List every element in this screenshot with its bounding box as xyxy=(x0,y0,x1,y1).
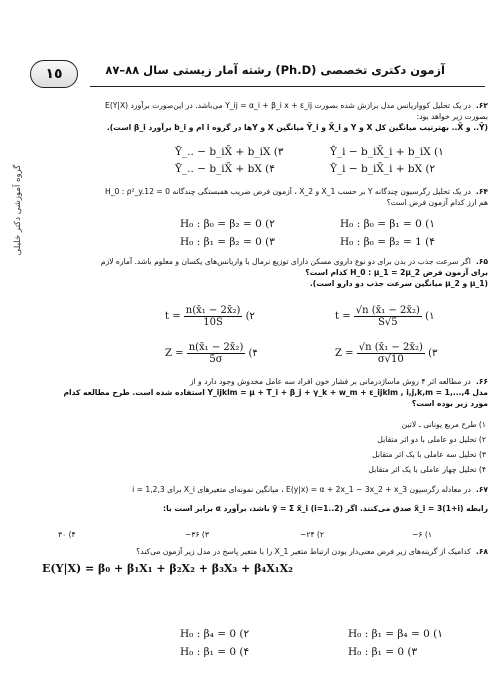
option-2[interactable]: ۲) تحلیل دو عاملی با دو اثر متقابل xyxy=(377,435,486,444)
header-divider xyxy=(90,86,485,87)
option-1[interactable]: H₀ : β₁ = β₄ = 0 (١ xyxy=(348,628,443,640)
question-number: ۶۶. xyxy=(475,377,488,386)
question-number: ۶۸. xyxy=(475,547,488,556)
question-text: در معادله رگرسیون E(y|x) = α + 2x_1 − 3x_2 + x_3 ، میانگین نمونه‌ای متغیرهای X_i برای i = 1,2,3 xyxy=(132,485,471,494)
question-text: رابطه x̄_i = 3(1+i) صدق می‌کنند. اگر ȳ = Σ x̄_i (i=1..2) باشد، برآورد α برابر است با: xyxy=(163,504,488,513)
option-4[interactable]: Z = $\frac{\text{n(x̄₁ − 2x̄₂)}}{5\sigma}$ (۴ xyxy=(165,342,258,365)
question-text: هم ارز کدام آزمون فرض است؟ xyxy=(386,198,488,207)
question-number: ۶۲. xyxy=(475,101,488,110)
option-4[interactable]: Ȳ_.. − b_iX̄ + bX (۴ xyxy=(175,163,275,175)
option-1[interactable]: ۱) طرح مربع یونانی ـ لاتین xyxy=(401,420,486,429)
option-4[interactable]: ۴) تحلیل چهار عاملی با یک اثر متقابل xyxy=(368,465,486,474)
option-1[interactable]: −۶ (١ xyxy=(412,530,432,539)
question-text: برای آزمون فرض H_0 : μ_1 = 2μ_2 کدام است؟ xyxy=(305,268,488,277)
page-header xyxy=(30,58,485,88)
question-number: ۶۴. xyxy=(475,187,488,196)
question-note: (Ȳ.. و X̄.. بهترتیب میانگین کل X و Y و X̄_i و Ȳ_i میانگین X و Yها در گروه i ام و b_i برآورد β_i است). xyxy=(106,123,488,132)
option-2[interactable]: H₀ : β₄ = 0 (٢ xyxy=(180,628,250,640)
question-64 xyxy=(42,186,488,208)
question-number: ۶۵. xyxy=(475,257,488,266)
option-2[interactable]: H₀ : β₀ = β₂ = 1 (۴ xyxy=(340,236,435,248)
option-1[interactable]: t = $\frac{\text{√n (x̄₁ − 2x̄₂)}}{S√5}$ (١ xyxy=(335,305,435,328)
question-text: در یک تحلیل رگرسیون چندگانه Y بر حسب X_1 و X_2 ، آزمون فرض ضریب همبستگی چندگانه H_0 : ρ²_y.12 = 0 xyxy=(105,187,471,196)
option-3[interactable]: H₀ : β₀ = β₂ = 0 (٢ xyxy=(180,218,275,230)
question-67 xyxy=(42,484,488,514)
option-3[interactable]: ۳) تحلیل سه عاملی با یک اثر متقابل xyxy=(372,450,486,459)
option-3[interactable]: Ȳ_.. − b_iX̄ + b_iX (٣ xyxy=(175,146,284,158)
question-65 xyxy=(42,256,488,289)
option-4[interactable]: ۳۰ (۴ xyxy=(58,530,76,539)
question-text: بصورت زیر خواهد بود: xyxy=(416,112,488,121)
side-watermark-label: گروه آموزشی دکتر خلیلی xyxy=(13,164,23,256)
option-4[interactable]: H₀ : β₁ = β₂ = 0 (٣ xyxy=(180,236,275,248)
option-3[interactable]: H₀ : β₁ = 0 (٣ xyxy=(348,646,418,658)
question-text: اگر سرعت جذب در بدن برای دو نوع داروی مسکن دارای توزیع نرمال با واریانس‌های یکسان و معلوم باشد. آماره لازم xyxy=(100,257,471,266)
page-number-badge: ١٥ xyxy=(30,60,78,88)
question-note: (μ_1 و μ_2 میانگین سرعت جذب دو دارو است). xyxy=(309,279,488,288)
question-text: در یک تحلیل کوواریانس مدل برازش شده بصورت Y_ij = α_i + β_i x + ε_ij می‌باشد. در این‌صورت برآورد E(Y|X) xyxy=(105,101,471,110)
question-68 xyxy=(42,546,488,557)
question-text: کدامیک از گزینه‌های زیر فرض معنی‌دار بودن ارتباط متغیر X_1 را با متغیر پاسخ در مدل زیر آزمون می‌کند؟ xyxy=(136,547,471,556)
question-text: مدل Y_ijklm = μ + T_i + β_j + γ_k + w_m + ε_ijklm , i,j,k,m = 1,...,4 استفاده شده است. طرح مطالعه کدام xyxy=(63,388,488,397)
option-2[interactable]: t = $\frac{\text{n(x̄₁ − 2x̄₂)}}{10S}$ (٢ xyxy=(165,305,255,328)
question-number: ۶۷. xyxy=(475,485,488,494)
option-1[interactable]: Ȳ_i − b_iX̄_i + b_iX (١ xyxy=(330,146,444,158)
option-1[interactable]: H₀ : β₀ = β₁ = 0 (١ xyxy=(340,218,435,230)
option-2[interactable]: −۲۴ (٢ xyxy=(300,530,324,539)
page-title: آزمون دکتری تخصصی (Ph.D) رشته آمار زیستی سال ۸۸–۸۷ xyxy=(105,63,445,77)
question-66 xyxy=(42,376,488,409)
option-3[interactable]: Z = $\frac{\text{√n (x̄₁ − 2x̄₂)}}{\sigma√10}$ (٣ xyxy=(335,342,438,365)
option-4[interactable]: H₀ : β₁ = 0 (۴ xyxy=(180,646,250,658)
question-text: در مطالعه اثر ۴ روش ماساژدرمانی بر فشار خون افراد سه عامل مخدوش وجود دارد و از xyxy=(189,377,471,386)
option-2[interactable]: Ȳ_i − b_iX̄_i + bX (٢ xyxy=(330,163,436,175)
model-equation: E(Y|X) = β₀ + β₁X₁ + β₂X₂ + β₃X₃ + β₄X₁X₂ xyxy=(42,562,293,575)
option-3[interactable]: −۳۶ (٣ xyxy=(185,530,209,539)
question-62 xyxy=(42,100,488,133)
question-text: مورد زیر بوده است؟ xyxy=(411,399,488,408)
